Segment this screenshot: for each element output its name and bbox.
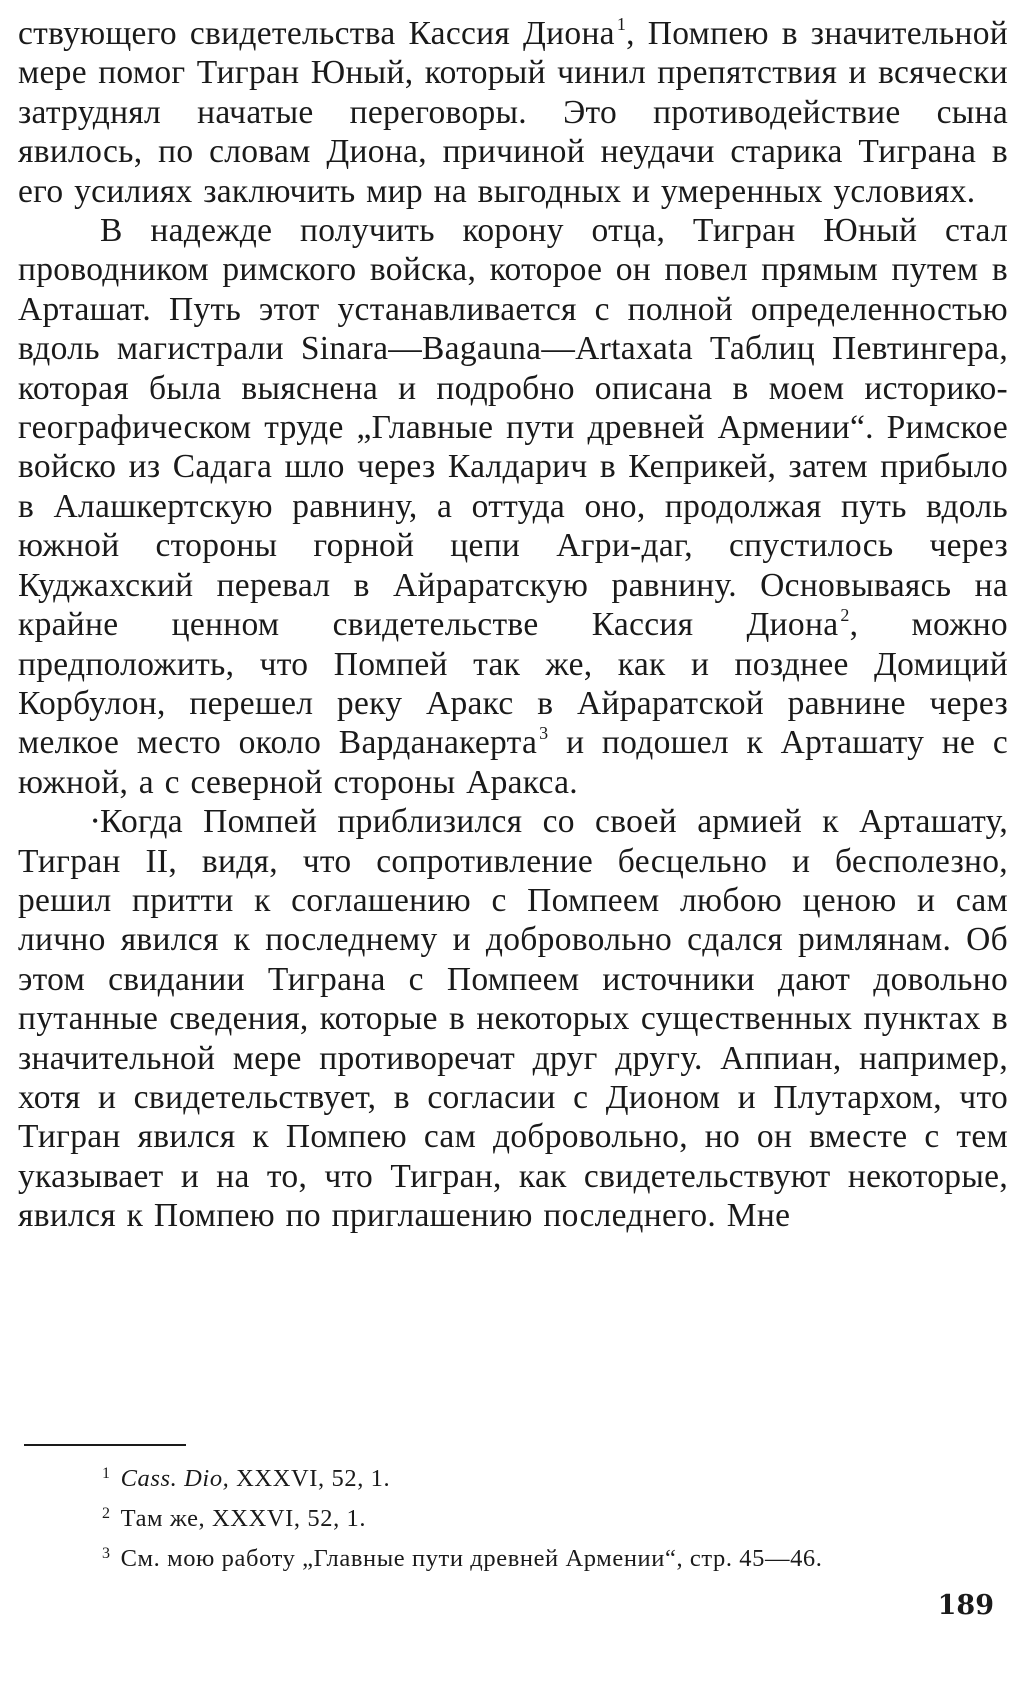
paragraph-text: Когда Помпей приблизился со своей армией к Арташату, Тигран II, видя, что сопротивление бесцельно и бесполезно, решил притти к соглашению с Помпеем любою ценою и сам лично явился к последнему и добровольно сдался римлянам. Об этом свидании Тиграна с Помпеем источники дают довольно путанные сведения, которые в некоторых существенных пунктах в значительной мере противоречат друг другу. Аппиан, например, хотя и свидетельствует, в согласии с Дионом и Плутархом, что Тигран явился к Помпею сам добровольно, но он вместе с тем указывает и на то, что Тигран, как свидетельствуют некоторые, явился к Помпею по приглашению последнего. Мне <box>18 803 1008 1235</box>
paragraph <box>18 211 1008 802</box>
footnote-number: 1 <box>102 1465 111 1482</box>
footnote <box>102 1456 1002 1496</box>
paragraph-text: , можно предположить, что Помпей так же, как и позднее Домиций Корбулон, перешел реку Аракс в Айраратской равнине через мелкое место около Варданакерта <box>18 606 1008 762</box>
footnote-number: 3 <box>102 1545 111 1562</box>
footnote-ref: 3 <box>539 723 549 744</box>
paragraph-text: В надежде получить корону отца, Тигран Юный стал проводником римского войска, которое он повел прямым путем в Арташат. Путь этот устанавливается с полной определенностью вдоль магистрали Sinara—Bagauna—Artaxata Таблиц Певтингера, которая была выяснена и подробно описана в моем историко-географическом труде „Главные пути древней Армении“. Римское войско из Садага шло через Калдарич в Кеприкей, затем прибыло в Алашкертскую равнину, а оттуда оно, продолжая путь вдоль южной стороны горной цепи Агри-даг, спустилось через Куджахский перевал в Айраратскую равнину. Основываясь на крайне ценном свидетельстве Кассия Диона <box>18 212 1008 644</box>
paragraph-text: , Помпею в значительной мере помог Тигран Юный, который чинил препятствия и всячески затруднял начатые переговоры. Это противодействие сына явилось, по словам Диона, причиной неудачи старика Тиграна в его усилиях заключить мир на выгодных и умеренных условиях. <box>18 15 1008 210</box>
paragraph <box>18 14 1008 211</box>
paragraph-text: и подошел к Арташату не с южной, а с северной стороны Аракса. <box>18 724 1008 801</box>
paragraph <box>18 802 1008 1235</box>
main-text <box>18 14 1008 1236</box>
footnote-text: XXXVI, 52, 1. <box>229 1465 391 1492</box>
footnote-text: Там же, XXXVI, 52, 1. <box>120 1505 367 1532</box>
paragraph-text: ствующего свидетельства Кассия Диона <box>18 15 615 52</box>
footnote-text: См. мою работу „Главные пути древней Армении“, стр. 45—46. <box>120 1545 823 1572</box>
footnotes <box>102 1456 1002 1576</box>
bullet-mark: • <box>92 811 99 832</box>
footnote <box>102 1496 1002 1536</box>
footnote-ref: 1 <box>616 14 627 34</box>
footnote-number: 2 <box>102 1505 111 1522</box>
book-page <box>18 14 1008 1670</box>
footnote-ref: 2 <box>840 605 850 626</box>
page-number: 189 <box>937 1590 994 1621</box>
footnote <box>102 1536 1002 1576</box>
footnote-source: Cass. Dio, <box>120 1465 230 1492</box>
footnote-separator <box>24 1444 186 1446</box>
